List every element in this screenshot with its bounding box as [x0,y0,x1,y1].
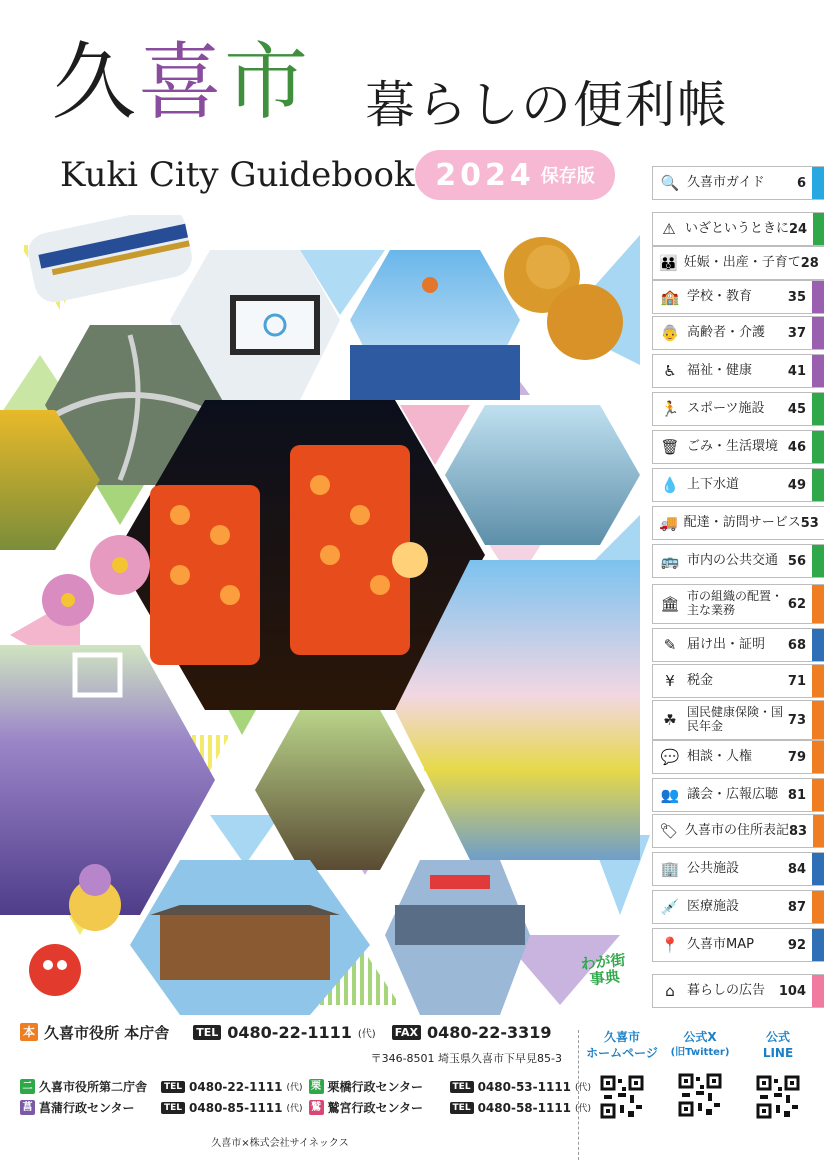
title-char-1: 久 [52,33,139,131]
toc-label: 配達・訪問サービス [683,514,801,530]
qr-code-block[interactable] [663,1030,737,1121]
toc-item-18[interactable] [652,814,824,848]
train-photo [24,215,195,306]
title-kuki-city [52,33,311,131]
toc-page-number: 41 [787,363,806,379]
syringe-icon: 💉 [660,898,680,916]
qr-code-icon [678,1073,722,1117]
toc-item-10[interactable] [652,506,824,540]
title-subtitle: 暮らしの便利帳 [365,76,729,134]
sports-icon: 🏃 [660,400,680,418]
tel-label: TEL [161,1102,185,1114]
toc-page-number: 46 [787,439,806,455]
toc-page-number: 87 [787,899,806,915]
qr-label-2: LINE [762,1045,794,1060]
bus-icon: 🚌 [660,552,680,570]
toc-label: ごみ・生活環境 [687,438,779,454]
toc-label: 学校・教育 [687,288,753,304]
main-office-address: 〒346-8501 埼玉県久喜市下早見85-3 [370,1052,562,1065]
tel-label: TEL [450,1102,474,1114]
toc-page-number: 92 [787,937,806,953]
toc-color-tab [812,167,824,199]
photo-cosmos [42,535,150,626]
toc-label: 届け出・証明 [687,636,766,652]
toc-color-tab [812,665,824,697]
branch-badge: 菖 [20,1100,35,1115]
branch-tel-note: (代) [286,1083,303,1093]
qr-label-1: 公式X [683,1030,717,1044]
toc-color-tab [812,779,824,811]
toc-label: 医療施設 [687,898,740,914]
toc-page-number: 68 [787,637,806,653]
delivery-icon: 🚚 [659,514,678,532]
toc-color-tab [812,629,824,661]
toc-item-17[interactable] [652,778,824,812]
building-icon: 🏢 [660,860,680,878]
toc-color-tab [813,815,824,847]
toc-item-8[interactable] [652,430,824,464]
photo-collage [0,215,650,1015]
toc-color-tab [812,701,824,739]
toc-item-16[interactable] [652,740,824,774]
qr-code-icon [600,1075,644,1119]
toc-color-tab [812,393,824,425]
toc-label: 上下水道 [687,476,740,492]
toc-item-21[interactable] [652,928,824,962]
branch-office-row [20,1078,303,1095]
map-pin-icon: 📍 [660,936,680,954]
branch-name: 鷲宮行政センター [327,1101,424,1115]
council-icon: 👥 [660,786,680,804]
main-office-tel[interactable]: 0480-22-1111 [227,1022,352,1042]
toc-item-2[interactable] [652,212,824,246]
toc-label: 久喜市ガイド [687,174,765,190]
toc-label: 税金 [687,672,714,688]
main-office-fax: 0480-22-3319 [426,1022,552,1042]
clover-icon: ☘ [663,711,677,729]
branch-office-row [309,1099,592,1116]
wagamachi-jiten-logo: わが街事典 [579,950,627,989]
toc-page-number: 45 [787,401,806,417]
water-drop-icon: 💧 [660,476,680,494]
toc-color-tab [812,469,824,501]
toc-color-tab [812,891,824,923]
publisher-credit: 久喜市×株式会社サイネックス [211,1138,349,1149]
branch-name: 久喜市役所第二庁舎 [39,1080,148,1094]
toc-item-5[interactable] [652,316,824,350]
toc-page-number: 83 [789,823,808,839]
fax-label: FAX [392,1025,421,1040]
edition-label: 保存版 [540,166,595,187]
toc-item-7[interactable] [652,392,824,426]
toc-item-22[interactable] [652,974,824,1008]
branch-tel[interactable]: 0480-53-1111 [477,1079,572,1094]
warning-icon: ⚠ [662,220,676,238]
pen-icon: ✎ [663,636,677,654]
branch-offices [20,1078,592,1116]
toc-label: 公共施設 [687,860,740,876]
toc-page-number: 73 [787,712,806,728]
tel-label: TEL [193,1025,221,1040]
toc-color-tab [812,545,824,577]
branch-office-row [20,1099,303,1116]
qr-code-icon [756,1075,800,1119]
toc-color-tab [812,355,824,387]
tel-label: TEL [450,1081,474,1093]
organization-icon: 🏛 [660,595,680,613]
qr-label-1: 公式 [765,1030,790,1044]
toc-item-12[interactable] [652,584,824,624]
toc-page-number: 84 [787,861,806,877]
main-office-row [20,1020,570,1044]
toc-label: 市の組織の配置・主な業務 [687,589,784,617]
branch-tel[interactable]: 0480-22-1111 [189,1079,283,1094]
branch-badge: 二 [20,1079,35,1094]
toc-page-number: 104 [778,983,806,999]
toc-label: 妊娠・出産・子育て [683,254,801,270]
toc-label: 相談・人権 [687,748,753,764]
toc-color-tab [812,975,824,1007]
toc-color-tab [812,431,824,463]
title-char-3: 市 [224,33,311,131]
toc-page-number: 62 [787,596,806,612]
toc-color-tab [812,853,824,885]
toc-label: 国民健康保険・国民年金 [687,705,784,733]
branch-office-row [309,1078,592,1095]
qr-code-block[interactable] [741,1030,815,1124]
toc-page-number: 28 [800,255,819,271]
title-char-2: 喜 [138,33,225,131]
branch-name: 栗橋行政センター [327,1080,424,1094]
branch-tel-note: (代) [575,1104,592,1114]
photo-forest-path [255,710,425,870]
toc-label: 高齢者・介護 [687,324,766,340]
toc-page-number: 37 [787,325,806,341]
tel-label: TEL [161,1081,185,1093]
main-office-name: 久喜市役所 本庁舎 [44,1023,170,1042]
toc-label: 久喜市MAP [687,936,754,952]
toc-label: 議会・広報広聴 [687,786,779,802]
branch-tel[interactable]: 0480-58-1111 [477,1100,572,1115]
toc-page-number: 81 [787,787,806,803]
toc-page-number: 71 [787,673,806,689]
tax-icon: ¥ [665,672,675,690]
toc-item-6[interactable] [652,354,824,388]
footer-divider [578,1030,579,1160]
toc-item-11[interactable] [652,544,824,578]
collage-art [0,215,650,1015]
branch-badge: 鷲 [309,1100,324,1115]
edition-year: 2024 [435,157,535,193]
toc-item-14[interactable] [652,664,824,698]
toc-label: 久喜市の住所表記 [684,822,789,838]
toc-page-number: 6 [796,175,806,191]
toc-item-13[interactable] [652,628,824,662]
toc-page-number: 53 [800,515,819,531]
school-icon: 🏫 [660,288,680,306]
search-icon: 🔍 [660,174,680,192]
toc-label: 福祉・健康 [687,362,753,378]
branch-tel[interactable]: 0480-85-1111 [189,1100,283,1115]
toc-color-tab [812,585,824,623]
footer-contacts [20,1020,592,1149]
toc-color-tab [812,929,824,961]
house-icon: ⌂ [665,982,675,1000]
trash-icon: 🗑 [660,438,680,456]
welfare-icon: ♿ [663,362,677,380]
elderly-icon: 👵 [660,324,680,342]
branch-badge: 栗 [309,1079,324,1094]
toc-label: 暮らしの広告 [687,982,766,998]
toc-item-20[interactable] [652,890,824,924]
branch-tel-note: (代) [575,1083,592,1093]
photo-river-fish [445,405,640,545]
toc-item-9[interactable] [652,468,824,502]
main-office-badge: 本 [20,1023,38,1041]
qr-label-2: (旧Twitter) [670,1046,730,1058]
main-office-tel-note: (代) [357,1028,376,1040]
toc-page-number: 49 [787,477,806,493]
toc-page-number: 24 [789,221,808,237]
qr-code-block[interactable] [585,1030,659,1124]
toc-page-number: 35 [787,289,806,305]
consult-icon: 💬 [660,748,680,766]
toc-label: スポーツ施設 [687,400,765,416]
toc-item-15[interactable] [652,700,824,740]
toc-color-tab [812,317,824,349]
qr-label-1: 久喜市 [603,1030,640,1044]
toc-label: いざというときに [684,220,789,236]
toc-page-number: 56 [787,553,806,569]
address-sign-icon: 🏷 [659,822,679,840]
toc-page-number: 79 [787,749,806,765]
toc-item-3[interactable] [652,246,824,280]
branch-name: 菖蒲行政センター [39,1101,135,1115]
title-english: Kuki City Guidebook [60,155,415,195]
branch-tel-note: (代) [286,1104,303,1114]
toc-item-19[interactable] [652,852,824,886]
qr-label-2: ホームページ [586,1045,658,1060]
toc-label: 市内の公共交通 [687,552,779,568]
edition-badge [415,150,615,200]
toc-color-tab [812,281,824,313]
toc-item-4[interactable] [652,280,824,314]
toc-color-tab [813,213,824,245]
toc-color-tab [812,741,824,773]
toc-item-1[interactable] [652,166,824,200]
childcare-icon: 👪 [659,254,678,272]
